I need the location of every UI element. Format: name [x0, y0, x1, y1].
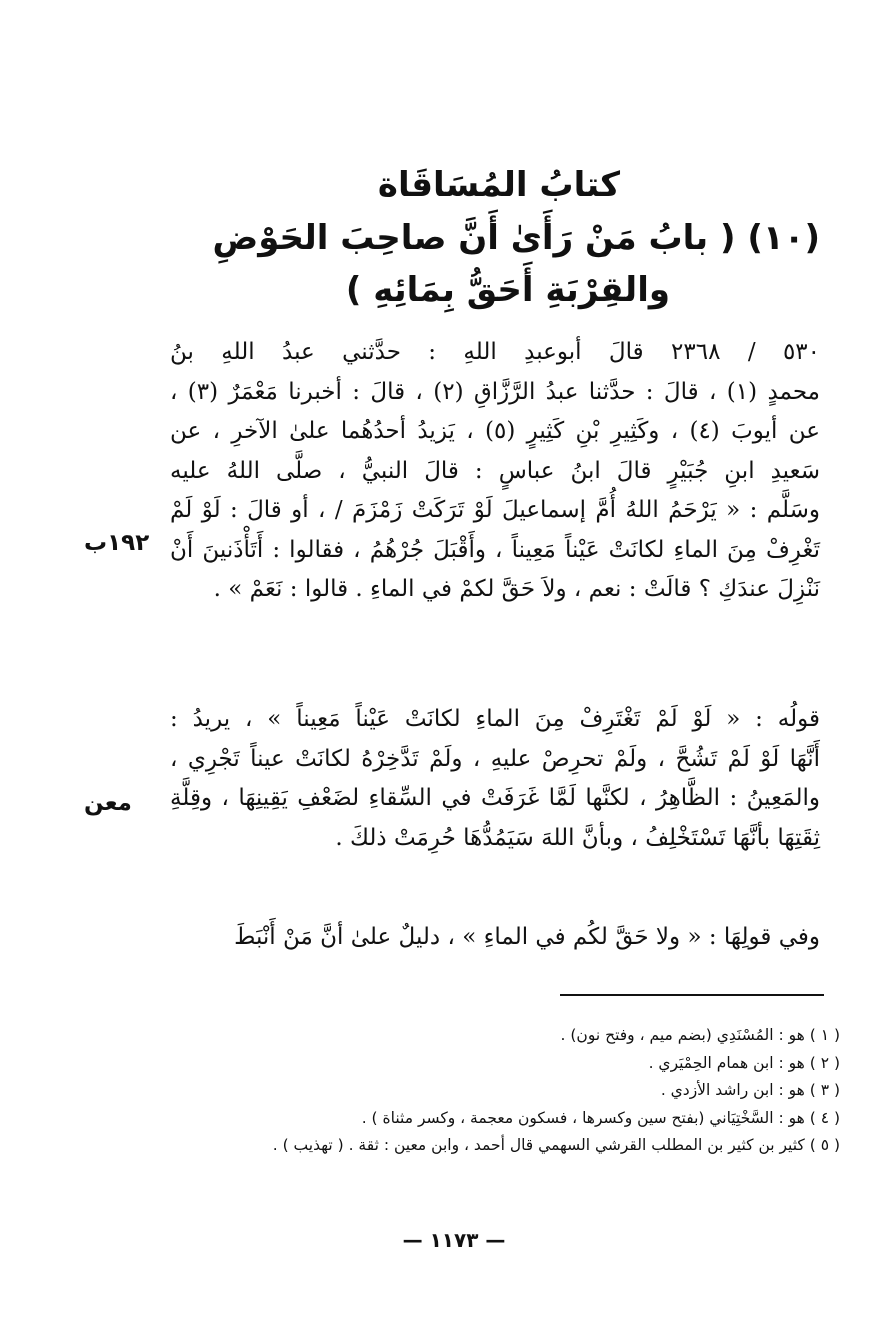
- book-title: كتابُ المُسَاقَاة: [377, 165, 620, 205]
- text-line: ثِقَتِهَا بأنَّهَا تَسْتَخْلِفُ ، وبأنَّ اللهَ سَيَمُدُّهَا حُرِمَتْ ذلكَ .: [335, 824, 820, 851]
- text-line: محمدٍ (١) ، قالَ : حدَّثنا عبدُ الرَّزَّاقِ (٢) ، قالَ : أخبرنا مَعْمَرٌ (٣) ،: [170, 378, 820, 405]
- text-line: سَعيدِ ابنِ جُبَيْرٍ قالَ ابنُ عباسٍ : قالَ النبيُّ ، صلَّى اللهُ عليه: [170, 457, 820, 484]
- text-line: قولُه : « لَوْ لَمْ تَغْتَرِفْ مِنَ الماءِ لكانَتْ عَيْناً مَعِيناً » ، يريدُ :: [170, 706, 820, 732]
- chapter-heading-line: والقِرْبَةِ أَحَقُّ بِمَائِهِ ): [345, 270, 670, 310]
- commentary-paragraph: [170, 700, 820, 858]
- text-line: تَغْرِفْ مِنَ الماءِ لكانَتْ عَيْناً مَعِيناً ، وأَقْبَلَ جُرْهُمُ ، فقالوا : أَتَأْذَنينَ أَنْ: [170, 536, 820, 563]
- commentary-paragraph-continued: [170, 918, 820, 958]
- chapter-heading-line: (١٠) ( بابُ مَنْ رَأَىٰ أَنَّ صاحِبَ الحَوْضِ: [212, 218, 820, 258]
- text-line: ٥٣٠ / ٢٣٦٨ قالَ أبوعبدِ اللهِ : حدَّثني عبدُ اللهِ بنُ: [170, 339, 820, 365]
- lexical-margin-note: معن: [84, 790, 132, 816]
- footnote: ( ٤ ) هو : السَّخْتِيَاني (بفتح سين وكسرها ، فسكون معجمة ، وكسر مثناة ) .: [361, 1108, 840, 1127]
- footnote: ( ٢ ) هو : ابن همام الحِمْيَري .: [648, 1053, 840, 1072]
- footnote-divider: [560, 994, 824, 996]
- footnote: ( ١ ) هو : المُسْنَدِي (بضم ميم ، وفتح نون) .: [560, 1026, 840, 1044]
- text-line: والمَعِينُ : الظَّاهِرُ ، لكنَّها لَمَّا غَرَفَتْ في السِّقاءِ لضَعْفِ يَقِينِهَا ، وقِلَّةِ: [170, 785, 820, 811]
- footnote: ( ٥ ) كثير بن كثير بن المطلب القرشي السهمي قال أحمد ، وابن معين : ثقة . ( تهذيب ) .: [272, 1136, 840, 1154]
- hadith-paragraph: [170, 333, 820, 610]
- text-line: نَنْزِلَ عندَكِ ؟ قالَتْ : نعم ، ولاَ حَقَّ لكمْ في الماءِ . قالوا : نَعَمْ » .: [213, 576, 820, 602]
- text-line: وفي قولِهَا : « ولا حَقَّ لكُم في الماءِ » ، دليلٌ علىٰ أنَّ مَنْ أَنْبَطَ: [234, 924, 820, 950]
- page-number: — ١١٧٣ —: [402, 1228, 506, 1252]
- chapter-heading: [100, 212, 820, 316]
- text-line: أَنَّهَا لَوْ لَمْ تَشُحَّ ، ولَمْ تحرِصْ عليهِ ، ولَمْ تَدَّخِرْهُ لكانَتْ عيناً تَجْرِي ،: [170, 745, 820, 772]
- footnote: ( ٣ ) هو : ابن راشد الأزدي .: [660, 1081, 840, 1099]
- text-line: وسَلَّم : « يَرْحَمُ اللهُ أُمَّ إسماعيلَ لَوْ تَرَكَتْ زَمْزَمَ / ، أو قالَ : لَوْ لَمْ: [170, 497, 820, 523]
- folio-margin-note: ١٩٢ب: [84, 530, 150, 556]
- text-line: عن أيوبَ (٤) ، وكَثِيرِ بْنِ كَثِيرٍ (٥) ، يَزيدُ أحدُهُما علىٰ الآخرِ ، عن: [170, 418, 820, 444]
- footnotes: [140, 1022, 840, 1160]
